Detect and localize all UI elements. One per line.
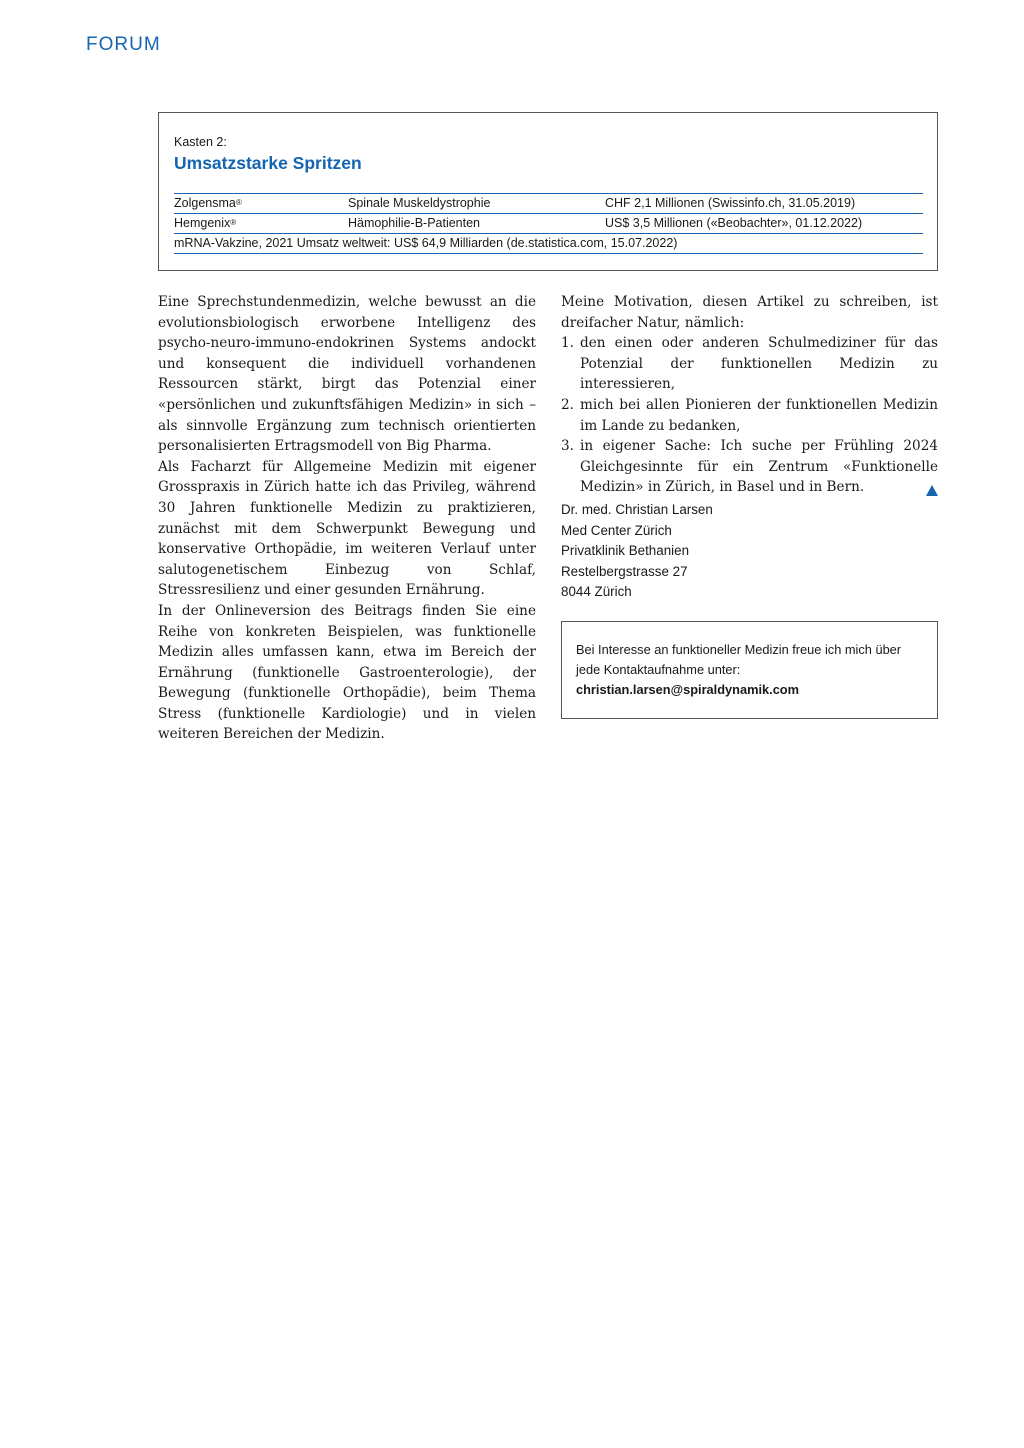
contact-box: [561, 621, 938, 719]
author-org: Med Center Zürich: [561, 522, 672, 538]
box-kicker: Kasten 2:: [174, 135, 227, 149]
author-city: 8044 Zürich: [561, 584, 632, 600]
product-cell: Zolgensma®: [174, 196, 242, 210]
table-row: [174, 213, 923, 233]
list-number: 3.: [561, 438, 574, 455]
paragraph: Als Facharzt für Allgemeine Medizin mit eigener Grosspraxis in Zürich hatte ich das Privileg, während 30 Jahren funktionelle Medizin zu praktizieren, zunächst mit dem Schwerpunkt Bewegung und konservative Orthopädie, im weiteren Verlauf unter salutogenetischem Einbezug von Schlaf, Stressresilienz und einer gesunden Ernährung.: [158, 458, 536, 599]
list-item: [561, 395, 938, 436]
paragraph: In der Onlineversion des Beitrags finden Sie eine Reihe von konkreten Beispielen, was funktionelle Medizin alles umfassen kann, etwa im Bereich der Ernährung (funktionelle Gastroenterologie), der Bewegung (funktionelle Orthopädie), beim Thema Stress (funktionelle Kardiologie) und in vielen weiteren Bereichen der Medizin.: [158, 602, 536, 743]
box-title: Umsatzstarke Spritzen: [174, 153, 362, 173]
right-column: [561, 292, 938, 498]
summary-cell: mRNA-Vakzine, 2021 Umsatz weltweit: US$ 64,9 Milliarden (de.statistica.com, 15.07.2022): [174, 236, 678, 250]
author-block: [561, 500, 713, 603]
contact-text: Bei Interesse an funktioneller Medizin freue ich mich über jede Kontaktaufnahme unter:: [576, 642, 902, 677]
contact-email-link[interactable]: christian.larsen@spiraldynamik.com: [576, 682, 800, 697]
info-box: [158, 112, 938, 271]
product-cell: Hemgenix®: [174, 216, 237, 230]
end-triangle-icon: [926, 485, 938, 496]
table-row: [174, 233, 923, 254]
list-number: 1.: [561, 335, 574, 352]
price-cell: CHF 2,1 Millionen (Swissinfo.ch, 31.05.2019): [605, 196, 856, 210]
list-item: [561, 333, 938, 395]
paragraph: Meine Motivation, diesen Artikel zu schreiben, ist dreifacher Natur, nämlich:: [561, 294, 938, 331]
author-name: Dr. med. Christian Larsen: [561, 502, 713, 517]
list-item-text: in eigener Sache: Ich suche per Frühling 2024 Gleichgesinnte für ein Zentrum «Funktionelle Medizin» in Zürich, in Basel und in Bern.: [580, 438, 938, 496]
table-row: [174, 193, 923, 213]
indication-cell: Hämophilie-B-Patienten: [348, 216, 481, 230]
list-item-text: mich bei allen Pionieren der funktionellen Medizin im Lande zu bedanken,: [580, 396, 938, 434]
left-column: [158, 292, 536, 745]
motivation-list: [561, 333, 938, 498]
indication-cell: Spinale Muskeldystrophie: [348, 196, 491, 210]
box-table: [174, 193, 923, 254]
author-org: Privatklinik Bethanien: [561, 543, 690, 559]
paragraph: Eine Sprechstundenmedizin, welche bewusst an die evolutionsbiologisch erworbene Intelligenz des psycho-neuro-immuno-endokrinen Systems andockt und konsequent die individuell vorhandenen Ressourcen stärkt, birgt das Potenzial einer «persönlichen und zukunftsfähigen Medizin» in sich – als sinnvolle Ergänzung zum technisch orientierten personalisierten Ertragsmodell von Big Pharma.: [158, 294, 536, 455]
section-label: FORUM: [86, 34, 161, 55]
price-cell: US$ 3,5 Millionen («Beobachter», 01.12.2022): [605, 216, 863, 230]
list-item-text: den einen oder anderen Schulmediziner für das Potenzial der funktionellen Medizin zu interessieren,: [580, 335, 938, 393]
list-item: [561, 436, 938, 498]
author-street: Restelbergstrasse 27: [561, 563, 688, 579]
list-number: 2.: [561, 396, 574, 413]
